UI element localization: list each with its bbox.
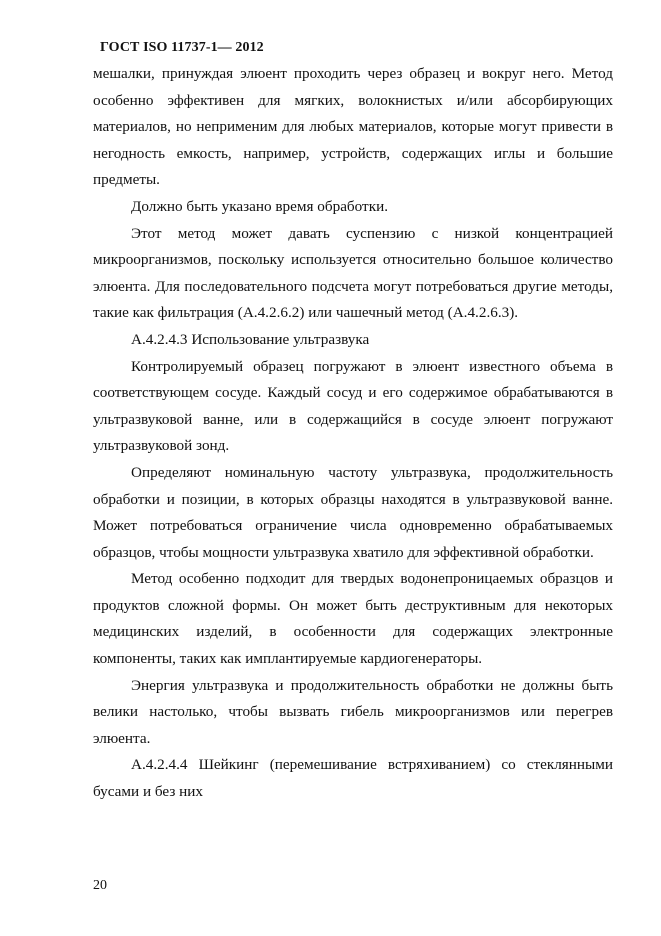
- paragraph-continuation: мешалки, принуждая элюент проходить через образец и вокруг него. Метод особенно эффективен для мягких, волокнистых и/или абсорбирующих материалов, но неприменим для любых материалов, которые могут привести в негодность емкость, например, устройств, содержащих иглы и большие предметы.: [93, 65, 613, 189]
- paragraph-method-suitability: Метод особенно подходит для твердых водонепроницаемых образцов и продуктов сложной формы. Он может быть деструктивным для некоторых медицинских изделий, в особенности для содержащих электронные компоненты, таких как имплантируемые кардиогенераторы.: [93, 570, 613, 668]
- section-heading-shaking: А.4.2.4.4 Шейкинг (перемешивание встряхиванием) со стеклянными бусами и без них: [93, 756, 613, 801]
- section-heading-ultrasound: А.4.2.4.3 Использование ультразвука: [131, 330, 370, 348]
- paragraph-sample-immersion: Контролируемый образец погружают в элюент известного объема в соответствующем сосуде. Каждый сосуд и его содержимое обрабатываются в ультразвуковой ванне, или в содержащийся в сосуде элюент погружают ультразвуковой зонд.: [93, 357, 613, 455]
- page-body: [93, 61, 613, 806]
- paragraph-energy-limits: Энергия ультразвука и продолжительность обработки не должны быть велики настолько, чтобы вызвать гибель микроорганизмов или перегрев элюента.: [93, 676, 613, 747]
- paragraph-processing-time: Должно быть указано время обработки.: [131, 197, 388, 215]
- document-header: ГОСТ ISO 11737-1— 2012: [100, 40, 264, 55]
- paragraph-frequency-duration: Определяют номинальную частоту ультразвука, продолжительность обработки и позиции, в которых образцы находятся в ультразвуковой ванне. Может потребоваться ограничение числа одновременно обрабатываемых образцов, чтобы мощности ультразвука хватило для эффективной обработки.: [93, 463, 613, 561]
- paragraph-method-suspension: Этот метод может давать суспензию с низкой концентрацией микроорганизмов, поскольку используется относительно большое количество элюента. Для последовательного подсчета могут потребоваться другие методы, такие как фильтрация (А.4.2.6.2) или чашечный метод (А.4.2.6.3).: [93, 224, 613, 322]
- page-number: 20: [93, 878, 107, 893]
